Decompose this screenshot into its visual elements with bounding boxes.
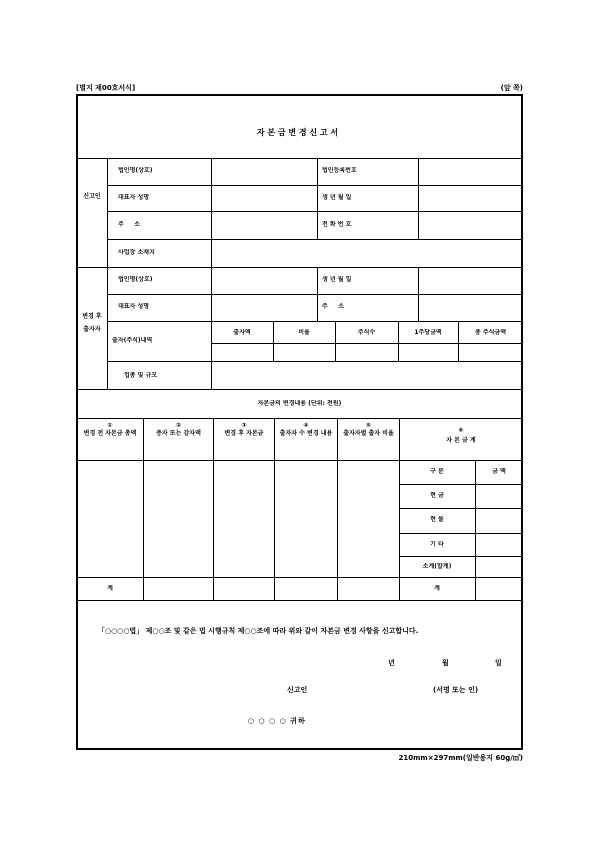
subtotal-amount-field[interactable]: [476, 557, 521, 576]
date-year: 년: [388, 659, 395, 667]
applicant-phone-label: 전 화 번 호: [322, 221, 352, 228]
footer-paper-size: 210mm×297mm(일반용지 60g/㎡): [398, 754, 523, 762]
signature-label[interactable]: (서명 또는 인): [433, 686, 479, 694]
applicant-regno-label: 법인등록번호: [322, 167, 357, 174]
transferee-address-label: 주 소: [322, 303, 345, 310]
detail-col-2-text: 증자 또는 감자액: [156, 430, 201, 437]
detail-col-5: [338, 422, 399, 438]
divider: [273, 321, 274, 361]
detail-field-5[interactable]: [338, 461, 398, 576]
detail-col-1-text: 변경 전 자본금 총액: [83, 430, 137, 437]
breakdown-head-right: 금 액: [492, 468, 506, 475]
share-col-amount: 출자액: [233, 329, 251, 336]
share-col-ratio: 비율: [298, 329, 310, 336]
applicant-rep-field[interactable]: [212, 186, 316, 210]
section-header: 자본금의 변경내용 (단위: 천원): [257, 400, 342, 407]
detail-col-4: [275, 422, 337, 438]
breakdown-cash: 현 금: [430, 492, 444, 499]
detail-field-1[interactable]: [78, 461, 142, 576]
divider: [76, 600, 523, 601]
applicant-address-label: 주 소: [118, 221, 141, 228]
page-number: (앞 쪽): [500, 84, 523, 92]
transferee-rep-label: 대표자 성명: [118, 303, 150, 310]
form-title: 자 본 금 변 경 신 고 서: [256, 128, 339, 137]
divider: [211, 343, 523, 344]
detail-col-6-num: ⑥: [458, 427, 464, 434]
applicant-site-label: 사업장 소재지: [118, 249, 155, 256]
total-right-label: 계: [434, 585, 440, 592]
applicant-birth-label: 생 년 월 일: [322, 194, 352, 201]
transferee-name-field[interactable]: [212, 268, 316, 293]
total-right-field[interactable]: [476, 578, 521, 599]
detail-col-5-text: 출자자별 출자 비율: [343, 430, 394, 437]
share-details-label: 출자(주식)내역: [112, 337, 153, 344]
share-col-count: 주식수: [357, 329, 376, 336]
detail-col-6: [400, 426, 522, 446]
breakdown-inkind: 현 물: [430, 516, 444, 523]
declaration-text: 「○○○○법」 제○○조 및 같은 법 시행규칙 제○○조에 따라 위와 같이 자본금 변경 사항을 신고합니다.: [98, 627, 419, 635]
transferee-birth-label: 생 년 월 일: [322, 276, 352, 283]
detail-field-4[interactable]: [275, 461, 336, 576]
business-type-label: 업종 및 규모: [124, 372, 158, 379]
detail-col-1-num: ①: [107, 422, 113, 429]
inkind-amount-field[interactable]: [476, 509, 521, 532]
applicant-side-label: 신고인: [83, 193, 101, 200]
date-day: 일: [495, 659, 502, 667]
divider: [107, 158, 108, 389]
applicant-name-field[interactable]: [212, 159, 316, 184]
divider: [317, 267, 318, 321]
applicant-birth-field[interactable]: [419, 186, 521, 210]
form-code: [별지 제00호서식]: [76, 84, 136, 92]
applicant-address-field[interactable]: [212, 212, 316, 238]
signer-label: 신고인: [287, 686, 308, 694]
transferee-address-field[interactable]: [419, 295, 521, 320]
detail-col-4-num: ④: [303, 422, 309, 429]
divider: [76, 389, 523, 390]
recipient: ○ ○ ○ ○ 귀하: [248, 717, 306, 725]
detail-field-3[interactable]: [214, 461, 273, 576]
breakdown-head-left: 구 분: [430, 468, 444, 475]
cash-amount-field[interactable]: [476, 485, 521, 507]
applicant-name-label: 법인명(상호): [118, 167, 153, 174]
transferee-name-label: 법인명(상호): [118, 276, 153, 283]
breakdown-subtotal: 소계(합계): [422, 563, 452, 570]
total-left-label: 계: [107, 585, 113, 592]
share-col-total: 총 주식금액: [474, 329, 507, 336]
divider: [458, 321, 459, 361]
detail-field-2[interactable]: [144, 461, 212, 576]
date-month: 월: [442, 659, 449, 667]
business-type-field[interactable]: [212, 362, 521, 388]
breakdown-other: 기 타: [430, 541, 444, 548]
detail-col-1: [77, 422, 143, 438]
detail-col-3-text: 변경 후 자본금: [224, 430, 264, 437]
detail-col-2: [144, 422, 213, 438]
applicant-rep-label: 대표자 성명: [118, 194, 150, 201]
detail-col-3: [214, 422, 274, 438]
total-left-field[interactable]: [144, 578, 398, 599]
detail-col-4-text: 출자자 수 변경 내용: [279, 430, 333, 437]
detail-col-3-num: ③: [241, 422, 247, 429]
detail-col-6-text: 자 본 금 계: [446, 437, 476, 444]
share-col-unit: 1주당금액: [414, 329, 442, 336]
divider: [107, 321, 523, 322]
applicant-regno-field[interactable]: [419, 159, 521, 184]
detail-col-5-num: ⑤: [365, 422, 372, 429]
transferee-birth-field[interactable]: [419, 268, 521, 293]
applicant-site-field[interactable]: [212, 240, 521, 266]
applicant-phone-field[interactable]: [419, 212, 521, 238]
transferee-rep-field[interactable]: [212, 295, 316, 320]
detail-col-2-num: ②: [175, 422, 182, 429]
other-amount-field[interactable]: [476, 534, 521, 555]
divider: [335, 321, 336, 361]
transferee-side-label: 변경 후 출자자: [82, 313, 102, 333]
divider: [317, 158, 318, 239]
divider: [398, 321, 399, 361]
